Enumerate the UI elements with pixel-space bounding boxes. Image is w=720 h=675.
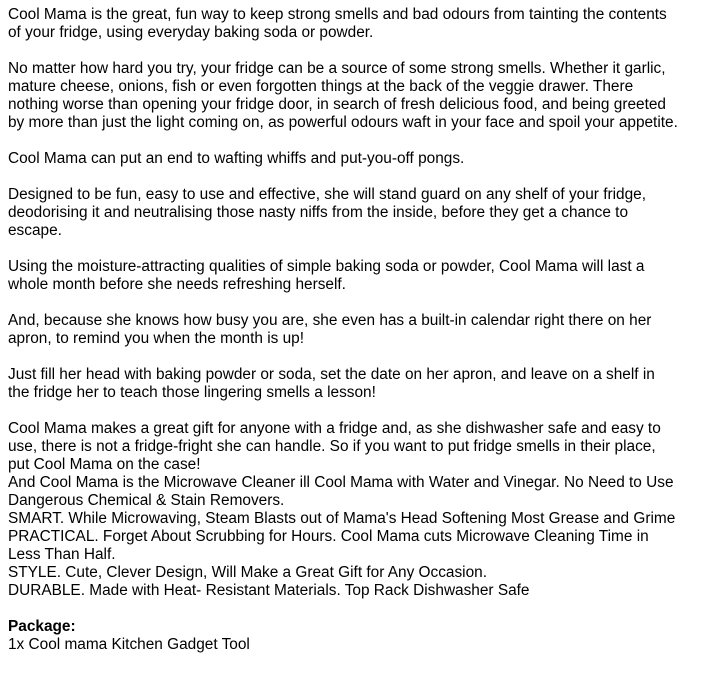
baking-soda-paragraph: Using the moisture-attracting qualities of simple baking soda or powder, Cool Mama will last a whole month before she needs refreshing herself. [8, 258, 645, 293]
feature-smart: SMART. While Microwaving, Steam Blasts out of Mama's Head Softening Most Grease and Grime [8, 510, 676, 527]
package-item: 1x Cool mama Kitchen Gadget Tool [8, 636, 250, 653]
spacer [8, 600, 714, 618]
design-paragraph: Designed to be fun, easy to use and effective, she will stand guard on any shelf of your fridge, deodorising it and neutralising those nasty niffs from the inside, before they get a chance to escape. [8, 186, 646, 239]
product-description [8, 6, 714, 654]
instructions-paragraph: Just fill her head with baking powder or soda, set the date on her apron, and leave on a shelf in the fridge her to teach those lingering smells a lesson! [8, 366, 655, 401]
feature-durable: DURABLE. Made with Heat- Resistant Materials. Top Rack Dishwasher Safe [8, 582, 530, 599]
end-pongs-paragraph: Cool Mama can put an end to wafting whiffs and put-you-off pongs. [8, 150, 465, 167]
feature-style: STYLE. Cute, Clever Design, Will Make a Great Gift for Any Occasion. [8, 564, 487, 581]
gift-paragraph: Cool Mama makes a great gift for anyone with a fridge and, as she dishwasher safe and easy to use, there is not a fridge-fright she can handle. So if you want to put fridge smells in their place, put Cool Mama on the case! [8, 420, 661, 473]
feature-practical: PRACTICAL. Forget About Scrubbing for Hours. Cool Mama cuts Microwave Cleaning Time in Less Than Half. [8, 528, 649, 563]
package-heading: Package: [8, 618, 76, 635]
calendar-paragraph: And, because she knows how busy you are, she even has a built-in calendar right there on her apron, to remind you when the month is up! [8, 312, 652, 347]
microwave-paragraph: And Cool Mama is the Microwave Cleaner ill Cool Mama with Water and Vinegar. No Need to Use Dangerous Chemical & Stain Removers. [8, 474, 674, 509]
intro-paragraph: Cool Mama is the great, fun way to keep strong smells and bad odours from tainting the contents of your fridge, using everyday baking soda or powder. [8, 6, 667, 41]
smells-paragraph: No matter how hard you try, your fridge can be a source of some strong smells. Whether it garlic, mature cheese, onions, fish or even forgotten things at the back of the veggie drawer. There nothing worse than opening your fridge door, in search of fresh delicious food, and being greeted by more than just the light coming on, as powerful odours waft in your face and spoil your appetite. [8, 60, 678, 131]
